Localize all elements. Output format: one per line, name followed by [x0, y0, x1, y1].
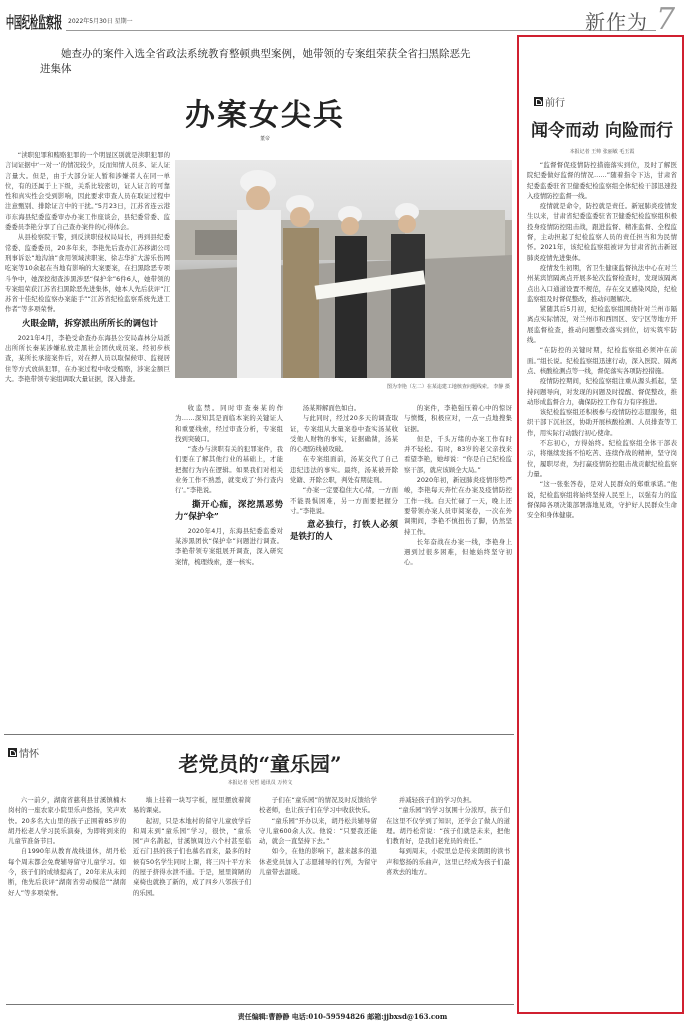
photo-caption: 图为李艳（左二）在某违建工地核查问题线索。 李静 摄: [386, 384, 510, 390]
right-headline: 闻令而动 向险而行: [531, 121, 673, 141]
article-divider: [4, 734, 514, 735]
news-photo: [175, 160, 512, 378]
right-section-tag: [534, 94, 565, 109]
paragraph: 该纪检监察组还积极参与疫情防控志愿服务，组织干部下沉社区，协助开展核酸检测、人员排查等工作，用实际行动践行初心使命。: [527, 408, 677, 437]
paragraph: “办案一定要稳住大心绪，一方面不能畏惧困难，另一方面要把握分寸。”李艳说。: [290, 486, 398, 515]
page-number: 7: [656, 2, 676, 37]
lead-headline: 办案女尖兵: [185, 98, 345, 133]
paragraph: “查办与渎职有关的犯罪案件，我们要在了解其他行业的基础上，才能把握行为内在逻辑。如果我们对相关业务工作不熟悉，就变成了‘外行查内行’。”李艳说。: [175, 445, 283, 495]
bottom-column-4: [386, 795, 510, 1000]
lead-column-4: [404, 403, 512, 728]
paragraph: “监督督促疫情防控措施落实到位，及时了解医院纪委做好监督的情况……”随着指令下达，甘肃省纪委监委驻省卫健委纪检监察组全体纪检干部迅速投入疫情防控监督一线。: [527, 161, 677, 200]
footer-divider: [6, 1004, 514, 1005]
bottom-tag-label: 情怀: [19, 749, 39, 760]
footer-contact: 责任编辑:曹静静 电话:010-59594826 邮箱:jjbxsd@163.com: [237, 1012, 448, 1021]
paragraph: 每到周末，小院里总是传来朗朗的读书声和悠扬的乐曲声，这里已经成为孩子们最喜欢去的地方。: [386, 847, 510, 877]
pen-icon: [534, 97, 543, 106]
paragraph: 紧随其后5月初，纪检监察组围绕针对兰州市隔离点实际情况，对兰州市和西固区、安宁区等地方开展监督检查，推动问题整改落实到位，切实筑牢防线。: [527, 305, 677, 345]
paragraph: 如今，在他的影响下，越来越多的退休老党员加入了志愿辅导的行列，为留守儿童带去温暖。: [259, 847, 377, 877]
subheading: 意必独行，打铁人必须是铁打的人: [290, 520, 398, 543]
paragraph: 汤某辩解面色如白。: [302, 404, 361, 412]
pen-icon: [8, 748, 17, 757]
bottom-column-2: [133, 795, 251, 1000]
paragraph: 并减轻孩子们的学习负担。: [398, 796, 476, 804]
paragraph: 2020年初，新冠肺炎疫情形势严峻，李艳每天奔忙在办案及疫情防控工作一线。白天忙碌了一天，晚上还要带领办案人员审阅案卷，一次在外调期间，李艳不慎扭伤了脚，仍然坚持工作。: [404, 476, 512, 536]
photo-scene: [175, 160, 512, 378]
bottom-column-1: [8, 795, 126, 1000]
paragraph: 起初，只是本地村的留守儿童放学后和周末到“童乐园”学习，很快，“童乐园”声名鹊起，甘溪镇周边六个村甚至临近石门县的孩子们也慕名而来，最多的时候有50名学生同时上课，将三四十平方米的屋子挤得水泄不通。于是，屋里简陋的桌椅也就换了新的，成了四乡八邻孩子们的乐园。: [133, 816, 251, 897]
lead-column-1: [5, 150, 170, 728]
paragraph: 不忘初心，方得始终。纪检监察组全体干部表示，将继续发扬不怕吃苦、连续作战的精神，坚守岗位，履职尽责，为打赢疫情防控阻击战贡献纪检监察力量。: [527, 439, 677, 478]
bottom-column-3: [259, 795, 377, 1000]
paragraph: “在防控的关键时期，纪检监察组必须冲在前面。”组长说。纪检监察组迅速行动，深入医院、隔离点、核酸检测点等一线，督促落实各项防控措施。: [527, 346, 677, 375]
paragraph: 墙上挂着一块写字板，屋里摆放着简易的课桌。: [133, 796, 251, 815]
paragraph: 2020年4月，东海县纪委监委对某涉黑团伙“保护伞”问题进行调查。李艳带领专案组展开调查，深入研究案情，梳理线索，逐一核实。: [175, 526, 283, 566]
subheading: 撕开心痂，深挖黑恶势力“保护伞”: [175, 499, 283, 522]
paragraph: “这一张张答卷，是对人民群众的郑重承诺。”他说，纪检监察组将始终坚持人民至上，以强有力的监督保障各项决策部署落地见效，守护好人民群众生命安全和身体健康。: [527, 480, 677, 520]
paragraph: 子们在“童乐园”的情况及时反馈给学校老师，也让孩子们在学习中收获快乐。: [259, 796, 377, 815]
paragraph: “渎职犯罪和贿赂犯罪的一个明显区别就是渎职犯罪的言词证据中‘一对一’的情况较少，反而知情人员多、证人证言量大。但是，由于大部分证人暂和涉嫌者人在同一单位，有的还属于上下级，关系比较密切，证人证言的可靠性和真实性会受到影响，因此要求审查人员在取证过程中注意甄别、排除证言中的干扰。”5月23日，江苏省连云港市东海县纪委监委审办办案工作座谈会，县纪委常委、监委委员李艳分享了自己查办案件的心得体会。: [5, 151, 170, 232]
newspaper-logo: 中国纪检监察报: [6, 13, 63, 32]
paragraph: 疫情防控期间，纪检监察组注重从源头抓起，坚持问题导向，对发现的问题及时提醒、督促整改，推动形成监督合力，确保防控工作有力有序推进。: [527, 377, 677, 406]
subheading: 火眼金睛，拆穿派出所所长的调包计: [22, 318, 159, 329]
paragraph: 与此同时，经过20多天的调查取证，专案组从大量案卷中查实汤某收受他人财物的事实，证据确凿，汤某的心理防线被攻破。: [290, 414, 398, 454]
bottom-section-tag: [8, 745, 39, 760]
paragraph: 六一前夕，湖南省慈利县甘溪镇楠木岗村的一座农家小院里乐声悠扬，笑声欢快。20多名大山里的孩子正围着85岁的胡丹松老人学习民乐演奏，为即将到来的儿童节准备节目。: [8, 796, 126, 846]
lead-column-3: [290, 403, 398, 728]
bottom-headline: 老党员的“童乐园”: [178, 752, 342, 776]
paragraph: 但是，千头万绪的办案工作有时并不轻松。有时，83岁的老父亲找来看望李艳，她却说：“你是自己纪检监察干部，就应该顾全大局。”: [404, 434, 512, 474]
paragraph: “童乐园”的学习氛围十分浓厚，孩子们在这里不仅学到了知识，还学会了做人的道理。胡丹松常说：“孩子们就是未来，把他们教育好，是我们老党员的责任。”: [386, 806, 510, 846]
paragraph: 疫情就是命令，防控就是责任。新冠肺炎疫情发生以来，甘肃省纪委监委驻省卫健委纪检监察组积极投身疫情防控阻击战，跟进监督、精准监督、全程监督，主动担起了纪检监察人员的责任担当和为民情怀。2021年，该纪检监察组被评为甘肃省抗击新冠肺炎疫情先进集体。: [527, 202, 677, 262]
paragraph: “童乐园”开办以来，胡丹松共辅导留守儿童600余人次。他说：“只要我还能动，就会一直坚持下去。”: [259, 816, 377, 846]
lead-deck: 她查办的案件入选全省政法系统教育整顿典型案例，她带领的专案组荣获全省扫黑除恶先进集体: [40, 48, 471, 75]
paragraph: 疫情发生初期，省卫生健康监督执法中心在对兰州某宾馆隔离点开展多轮次监督检查时，发现该隔离点出入口通道设置不规范，存在交叉感染风险，纪检监察组及时督促整改，推动问题解决。: [527, 263, 677, 303]
lead-column-2: [175, 403, 283, 728]
right-article-body: [527, 160, 677, 1005]
paragraph: 在专案组面前，汤某交代了自己违纪违法的事实。最终，汤某被开除党籍、开除公职，判处有期徒刑。: [290, 455, 398, 485]
header-divider: [66, 30, 656, 31]
bottom-byline: 本报记者 吴哲 通讯员 万传文: [227, 780, 293, 786]
paragraph: 自1990年从教育战线退休，胡丹松每个周末都会免费辅导留守儿童学习。如今，孩子们的成绩提高了，20年来从未间断，他先后获评“湖南省劳动模范”“湖南好人”等多项荣誉。: [8, 847, 126, 897]
paragraph: 收监禁。同时审查秦某的作为……深知其是面临本案的关键证人和重要线索，经过审查分析，专案组找到突破口。: [175, 404, 283, 443]
paragraph: 从县检察院干警，到反渎职侵权局局长，再到县纪委常委、监委委员，20多年来，李艳先后查办江苏移湖公司刑事诉讼“地沟油”食用领域渎职案、徐志华扩大游乐伤网吃案等10余起在当地有影响的大案要案，在扫黑除恶专项斗争中，她深挖彻查涉黑涉恶“保护伞”6件6人，她带领的专案组荣获江苏省扫黑除恶先进集体，她本人先后获评“江苏省十佳纪检监察办案能手”“江苏省纪检监察系统先进工作者”等多项荣誉。: [5, 233, 170, 314]
paragraph: 2021年4月，李艳受命查办东海县公安局森林分局派出所所长秦某涉嫌私放走黑社会团伙成员案。经初步核查，某所长承接案件后，对在押人员以取保候审、监视居住等方式放纵犯罪，在办案过程中收受贿赂，涉案金额巨大。李艳带领专案组调取大量证据，深入排查。: [5, 333, 170, 383]
paragraph: 的案件，李艳强压着心中的惊讶与愤慨，积极应对，一点一点地搜集证据。: [404, 404, 512, 433]
section-title: 新作为: [585, 10, 648, 34]
right-byline: 本报记者 王帅 张丽敏 毛玉霞: [569, 149, 635, 155]
issue-date: 2022年5月30日 星期一: [68, 18, 133, 25]
right-tag-label: 前行: [545, 98, 565, 109]
lead-author: 董帝: [259, 136, 270, 142]
paragraph: 长年奋战在办案一线，李艳身上遇到过很多困难，但她始终坚守初心。: [404, 537, 512, 567]
